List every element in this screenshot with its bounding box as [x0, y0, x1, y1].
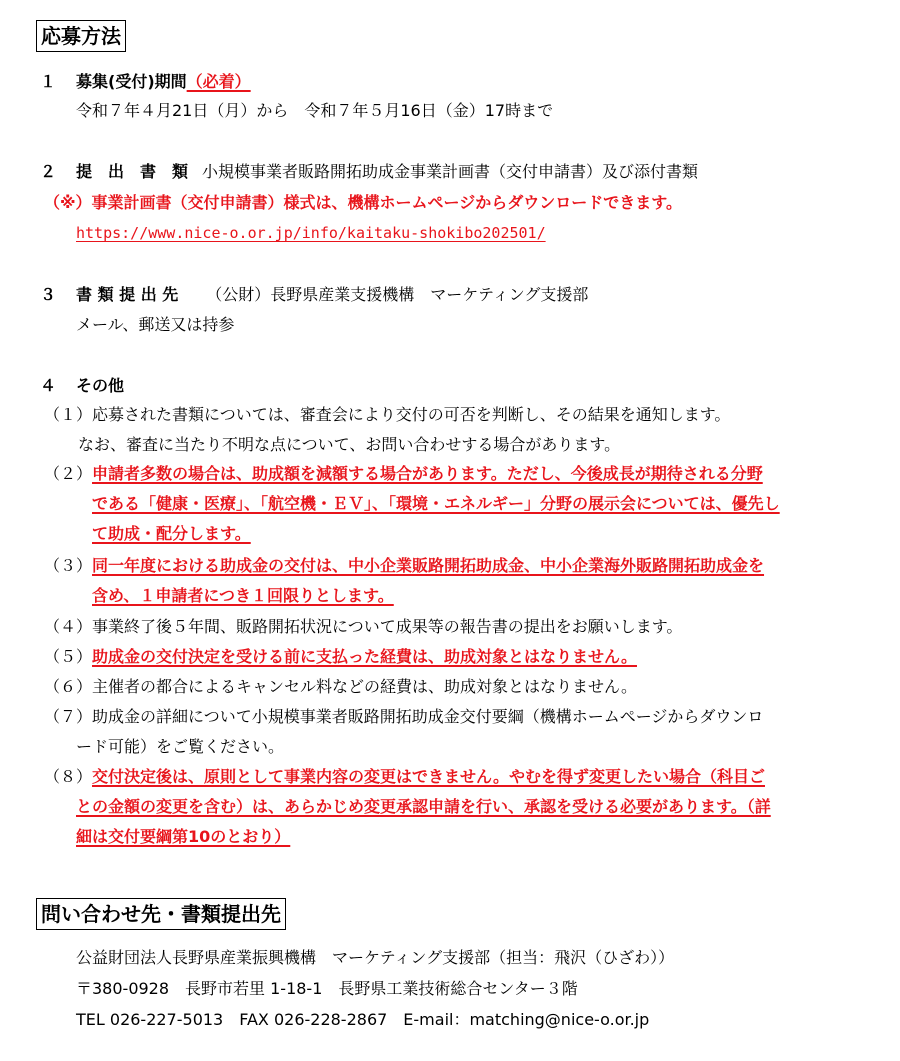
item1-note: （必着）: [186, 72, 251, 91]
application-period: 令和７年４月21日（月）から 令和７年５月16日（金）17時まで: [76, 101, 554, 120]
item4-number: ４: [40, 376, 57, 395]
note-1-line-1: 応募された書類については、審査会により交付の可否を判断し、その結果を通知します。: [92, 405, 731, 424]
note-7: [44, 707, 763, 727]
download-notice: （※）事業計画書（交付申請書）様式は、機構ホームページからダウンロードできます。: [44, 193, 682, 212]
note-1: [44, 405, 730, 425]
item2-row: [40, 162, 698, 182]
note-6: [44, 677, 637, 697]
item1-title: 募集(受付)期間: [76, 72, 187, 91]
contact-address: 〒380-0928 長野市若里 1-18-1 長野県工業技術総合センター３階: [76, 979, 578, 998]
note-6-line-1: 主催者の都合によるキャンセル料などの経費は、助成対象とはなりません。: [92, 677, 637, 696]
note-5: [44, 647, 637, 667]
note-8: [44, 767, 765, 787]
note-3-label: （３）: [44, 556, 93, 575]
section-heading-application: 応募方法: [36, 20, 126, 52]
item4-row: [40, 376, 124, 396]
note-8-line-2: との金額の変更を含む）は、あらかじめ変更承認申請を行い、承認を受ける必要があります。（詳: [76, 797, 771, 816]
item4-title: その他: [76, 376, 125, 395]
note-7-label: （７）: [44, 707, 93, 726]
note-8-line-3: 細は交付要綱第10のとおり）: [76, 827, 291, 846]
item2-title: 提 出 書 類: [76, 162, 189, 181]
item3-title: 書 類 提 出 先: [76, 285, 179, 304]
note-2: [44, 464, 763, 484]
contact-phone-fax-email: TEL 026-227-5013 FAX 026-228-2867 E-mail：matching@nice-o.or.jp: [76, 1010, 650, 1029]
section-heading-contact: 問い合わせ先・書類提出先: [36, 898, 286, 930]
required-documents: 小規模事業者販路開拓助成金事業計画書（交付申請書）及び添付書類: [202, 162, 699, 181]
note-4: [44, 617, 682, 637]
note-8-line-1: 交付決定後は、原則として事業内容の変更はできません。やむを得ず変更したい場合（科目ご: [92, 767, 765, 786]
note-2-line-1: 申請者多数の場合は、助成額を減額する場合があります。ただし、今後成長が期待される分野: [92, 464, 763, 483]
note-1-extra: なお、審査に当たり不明な点について、お問い合わせする場合があります。: [78, 435, 621, 454]
note-3-line-2: 含め、１申請者につき１回限りとします。: [92, 586, 394, 605]
note-1-label: （１）: [44, 405, 93, 424]
item3-number: ３: [40, 285, 57, 304]
note-2-line-2: である「健康・医療」、「航空機・ＥＶ」、「環境・エネルギー」分野の展示会については、優先し: [92, 494, 780, 513]
submission-method: メール、郵送又は持参: [76, 315, 235, 334]
note-3: [44, 556, 764, 576]
item2-number: ２: [40, 162, 57, 181]
note-7-line-1: 助成金の詳細について小規模事業者販路開拓助成金交付要綱（機構ホームページからダウンロ: [92, 707, 764, 726]
submission-destination: （公財）長野県産業支援機構 マーケティング支援部: [206, 285, 589, 304]
note-8-label: （８）: [44, 767, 93, 786]
item1-number: １: [40, 72, 57, 91]
note-4-line-1: 事業終了後５年間、販路開拓状況について成果等の報告書の提出をお願いします。: [92, 617, 683, 636]
note-2-line-3: て助成・配分します。: [92, 524, 251, 543]
note-5-line-1: 助成金の交付決定を受ける前に支払った経費は、助成対象とはなりません。: [92, 647, 637, 666]
note-4-label: （４）: [44, 617, 93, 636]
download-url-link[interactable]: https://www.nice-o.or.jp/info/kaitaku-shokibo202501/: [76, 224, 546, 242]
note-7-line-2: ード可能）をご覧ください。: [76, 737, 285, 756]
note-5-label: （５）: [44, 647, 93, 666]
note-6-label: （６）: [44, 677, 93, 696]
item3-row: [40, 285, 588, 305]
note-2-label: （２）: [44, 464, 93, 483]
contact-organization: 公益財団法人長野県産業振興機構 マーケティング支援部（担当：飛沢（ひざわ））: [76, 948, 675, 967]
note-3-line-1: 同一年度における助成金の交付は、中小企業販路開拓助成金、中小企業海外販路開拓助成金を: [92, 556, 765, 575]
item1-row: [40, 72, 251, 92]
